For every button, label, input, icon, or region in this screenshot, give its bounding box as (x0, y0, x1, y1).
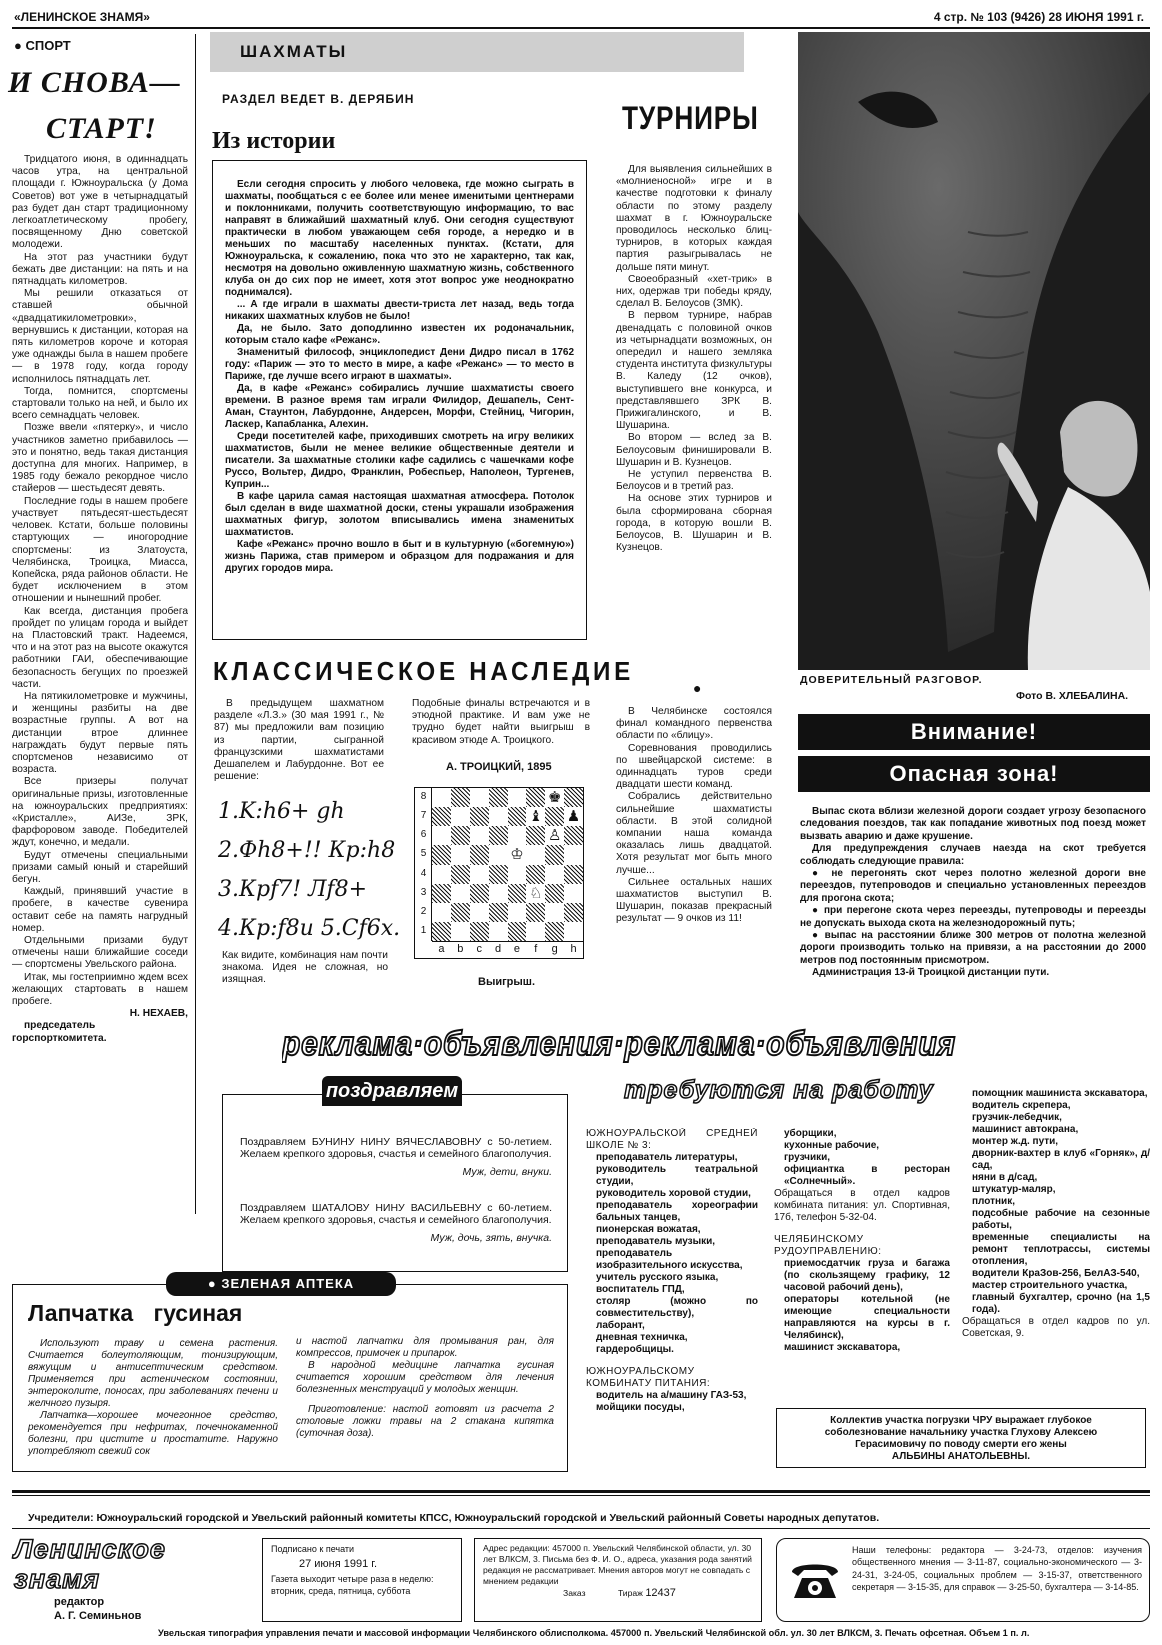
sport-paragraph: Будут отмечены специальными призами самый юный и старейший бегун. (12, 849, 188, 885)
pharmacy-paragraph: Приготовление: настой готовят из расчета 2 столовые ложки травы на 2 стакана кипятка (суточная доза). (296, 1404, 554, 1439)
board-square (470, 903, 489, 922)
jobs-column-1 (586, 1128, 758, 1418)
board-square (564, 884, 583, 903)
sport-paragraph: На пятикилометровке и мужчины, и женщины разбиты на две возрастные группы. А вот на дистанции втрое длиннее награждать будут первые пять спортсменов независимо от возраста. (12, 690, 188, 776)
board-square (470, 884, 489, 903)
job-listing (586, 1356, 758, 1366)
job-listing: учитель русского языка, (596, 1272, 719, 1283)
job-listing: монтер ж.д. пути, (972, 1136, 1059, 1147)
board-square (432, 845, 451, 864)
pharmacy-paragraph: Используют траву и семена растения. Считается болеутоляющим, тонизирующим, вяжущим и антисептическим средством. Применяется при астеническом состоянии, энтероколите, поносах, при заболеваниях печени и желчного пузыря. (28, 1338, 278, 1409)
board-square (432, 903, 451, 922)
board-square (508, 884, 527, 903)
founders: Учредители: Южноуральский городской и Увельский районный комитеты КПСС, Южноуральский городской и Увельский районный Советы народных депутатов. (28, 1512, 880, 1524)
board-square (545, 903, 564, 922)
study-intro: Подобные финалы встречаются и в этюдной практике. И вам уже не трудно будет найти выигрыш в красивом этюде А. Троицкого. (412, 698, 590, 746)
pharmacy-rubric: ● ЗЕЛЕНАЯ АПТЕКА (166, 1272, 396, 1296)
board-square (451, 865, 470, 884)
history-box (212, 160, 587, 640)
board-square (564, 845, 583, 864)
history-title: Из истории (212, 128, 336, 154)
signed-date: 27 июня 1991 г. (299, 1558, 378, 1570)
header-rule (12, 27, 1150, 29)
danger-rules-intro: Для предупреждения случаев наезда на скот требуется соблюдать следующие правила: (800, 843, 1146, 867)
study-author: А. ТРОИЦКИЙ, 1895 (446, 761, 552, 773)
bullet-icon: ● (207, 1276, 222, 1291)
pharmacy-paragraph: и настой лапчатки для промывания ран, для компрессов, примочек и припарок. (296, 1336, 554, 1359)
job-listing: подсобные рабочие на сезонные работы, (972, 1208, 1150, 1231)
board-rank-labels (415, 788, 432, 941)
chess-piece-icon: ♔ (508, 845, 527, 864)
board-square (451, 826, 470, 845)
board-grid (432, 788, 583, 941)
board-square (489, 807, 508, 826)
congrats-text: Поздравляем БУНИНУ НИНУ ВЯЧЕСЛАВОВНУ с 50-летием. Желаем крепкого здоровья, счастья и семейного благополучия. (240, 1136, 552, 1161)
order-label: Заказ (563, 1588, 586, 1598)
congrats-from: Муж, дочь, зять, внучка. (430, 1232, 552, 1245)
board-file-label: e (513, 943, 520, 955)
sport-paragraph: Позже ввели «пятерку», и число участников заметно прибавилось — это и понятно, ведь такая дистанция доступна для многих. Например, в 1985 году бежало рекордное число стайеров — шестьдесят девять. (12, 422, 188, 495)
board-square (564, 788, 583, 807)
job-listing: водитель на а/машину ГАЗ-53, (596, 1390, 747, 1401)
footer-rule-top-2 (12, 1495, 1150, 1496)
jobs-column-2 (774, 1128, 950, 1398)
history-paragraph: Если сегодня спросить у любого человека, где можно сыграть в шахматы, пообщаться с ее более или менее именитыми центнерами и поклонниками, получить соответствующую информацию, то вас направят в ближайший шахматный клуб. Они сегодня существуют практически в любом уважающем себя городе, а нередко и в меньших по масштабу населенных пунктах. (Кстати, для Южноуральска, к сожалению, пока что это не характерно, так как, несмотря на довольно оживленную шахматную жизнь, собственного клуба он до сих пор не имеет, хотя этот вопрос уже неоднократно поднимался). (225, 179, 574, 298)
danger-rule: ● не перегонять скот через полотно железной дороги вне переездов, путепроводов и специально установленных переездов для прогона скота; (800, 868, 1146, 904)
board-square (432, 826, 451, 845)
board-square (470, 845, 489, 864)
tournaments-title: ТУРНИРЫ (622, 100, 759, 136)
job-listing: пионерская вожатая, (596, 1224, 701, 1235)
job-listing: няни в д/сад, (972, 1172, 1038, 1183)
job-listing: временные специалисты на ремонт теплотрассы, системы отопления, (972, 1232, 1150, 1267)
board-square (545, 807, 564, 826)
board-square (432, 922, 451, 941)
job-listing: столяр (можно по совместительству), (596, 1296, 758, 1319)
job-listing: преподаватель литературы, (596, 1152, 738, 1163)
sport-paragraph: Тогда, помнится, спортсмены стартовали только на ней, и было их всего семнадцать человек. (12, 385, 188, 422)
print-run (483, 1588, 753, 1599)
congrats-text: Поздравляем ШАТАЛОВУ НИНУ ВАСИЛЬЕВНУ с 60-летием. Желаем крепкого здоровья, счастья и семейного благополучия. (240, 1202, 552, 1227)
pharmacy-column-1 (28, 1338, 278, 1458)
congrats-box (222, 1094, 568, 1272)
pharmacy-paragraph: В народной медицине лапчатка гусиная считается хорошим средством для лечения болезненных менструаций у молодых женщин. (296, 1360, 554, 1395)
issue-info: 4 стр. № 103 (9426) 28 ИЮНЯ 1991 г. (933, 10, 1144, 24)
board-file-label: f (534, 943, 538, 955)
board-file-label: a (438, 943, 445, 955)
signed-label: Подписано к печати (271, 1544, 355, 1554)
attention-banner: Внимание! (798, 714, 1150, 750)
sport-paragraph: Как всегда, дистанция пробега пройдет по улицам города и выйдет на Пластовский тракт. Надеемся, что и на этот раз на высоте окажутся работники ГАИ, обеспечивающие безопасность бегущих по проезжей части. (12, 605, 188, 690)
job-listing: ЮЖНОУРАЛЬСКОЙ СРЕДНЕЙ ШКОЛЕ № 3: (586, 1128, 758, 1151)
board-square (508, 807, 527, 826)
chess-piece-icon: ♙ (545, 826, 564, 845)
board-square (526, 845, 545, 864)
board-square (489, 826, 508, 845)
tournaments-paragraph: Для выявления сильнейших в «молниеносной» игре и в качестве подготовки к финалу области по этому разделу шахмат в г. Южноуральске проводилось несколько блиц-турниров, в которых каждая партия разыгрывалась не дольше пяти минут. (616, 164, 772, 273)
schedule: Газета выходит четыре раза в неделю: вторник, среда, пятница, суббота (271, 1574, 434, 1596)
board-square (432, 865, 451, 884)
condolence-box (776, 1408, 1146, 1468)
job-listing: машинист экскаватора, (784, 1342, 901, 1353)
chelyabinsk-paragraph: Собрались действительно сильнейшие шахматисты области. В этой солидной компании наша команда оказалась лишь двадцатой. Хотя результат мог быть много лучше... (616, 791, 772, 876)
danger-rule: ● выпас на расстоянии ближе 300 метров от полотна железной дороги производить только на привязи, а на расстоянии до 2000 метров под постоянным присмотром. (800, 930, 1146, 966)
board-square (470, 826, 489, 845)
job-listing (774, 1224, 950, 1234)
board-square (545, 845, 564, 864)
board-square (508, 788, 527, 807)
chess-banner: ШАХМАТЫ (210, 32, 744, 72)
danger-rule: ● при перегоне скота через переезды, путепроводы и переезды не допускать выхода скота на железнодорожный путь; (800, 905, 1146, 929)
job-listing: преподаватель хореографии бальных танцев, (596, 1200, 758, 1223)
board-square (451, 788, 470, 807)
board-rank-label: 3 (420, 886, 427, 898)
congrats-title: поздравляем (322, 1076, 462, 1106)
board-square (489, 788, 508, 807)
job-listing: водитель скрепера, (972, 1100, 1071, 1111)
job-listing: водители КраЗов-256, БелАЗ-540, (972, 1268, 1140, 1279)
congrats-entry (240, 1202, 552, 1245)
solution-moves (218, 792, 418, 948)
job-listing: грузчик-лебедчик, (972, 1112, 1062, 1123)
job-listing: преподаватель музыки, (596, 1236, 716, 1247)
photo-caption: ДОВЕРИТЕЛЬНЫЙ РАЗГОВОР. (800, 674, 983, 686)
chess-piece-icon: ♟ (564, 807, 583, 826)
job-listing: грузчики, (784, 1152, 831, 1163)
board-square (451, 922, 470, 941)
telephone-icon (788, 1556, 842, 1602)
chess-piece-icon: ♚ (545, 788, 564, 807)
tournaments-paragraph: Своеобразный «хет-трик» в них, одержав три победы кряду, сделал В. Белоусов (ЗМК). (616, 273, 772, 310)
job-listing: преподаватель изобразительного искусства, (596, 1248, 743, 1271)
tournaments-paragraph: В первом турнире, набрав двенадцать с половиной очков из четырнадцати возможных, он опередил и нашего земляка студента института физкультуры В. Каледу (12 очков), выступившего вне конкурса, и представлявшего ЗРК В. Прижигалинского, и В. Шушарина. (616, 310, 772, 432)
board-rank-label: 5 (420, 848, 427, 860)
board-square (451, 807, 470, 826)
tournaments-article (616, 164, 772, 652)
board-file-label: h (570, 943, 577, 955)
history-paragraph: Да, в кафе «Режанс» собирались лучшие шахматисты своего времени. В разное время там играли Филидор, Дешапель, Сент-Аман, Стаунтон, Лабурдонне, Андерсен, Морфи, Стейниц, Чигорин, Ласкер, Капабланка, Алехин. (225, 383, 574, 430)
board-square (545, 884, 564, 903)
chess-piece-icon: ♘ (526, 884, 545, 903)
job-listing: лаборант, (596, 1320, 645, 1331)
board-file-label: c (476, 943, 482, 955)
job-listing: официантка в ресторан «Солнечный». (784, 1164, 950, 1187)
board-square (564, 903, 583, 922)
job-listing: главный бухгалтер, срочно (на 1,5 года). (972, 1292, 1150, 1315)
job-listing: ЧЕЛЯБИНСКОМУ РУДОУПРАВЛЕНИЮ: (774, 1234, 882, 1257)
classic-paragraph: В предыдущем шахматном разделе «Л.З.» (30 мая 1991 г., № 87) мы предложили вам позицию из партии, сыгранной французскими шахматистами Дешапелем и Лабурдонне. Вот ее решение: (214, 698, 384, 783)
jobs-title: требуются на работу (624, 1076, 934, 1104)
study-caption: Выигрыш. (478, 976, 536, 988)
job-listing: ЮЖНОУРАЛЬСКОМУ КОМБИНАТУ ПИТАНИЯ: (586, 1366, 711, 1389)
board-square (470, 922, 489, 941)
board-square (470, 807, 489, 826)
board-square (432, 807, 451, 826)
job-listing: операторы котельной (не имеющие специальности направляются на курсы в г. Челябинск), (784, 1294, 950, 1341)
printer-info: Увельская типография управления печати и массовой информации Челябинского облисполкома. 457000 п. Увельский Челябинской обл. ул. 30 лет ВЛКСМ, 3. Печать офсетная. Объем 1 п. л. (158, 1628, 1030, 1638)
sport-rubric: ● СПОРТ (14, 38, 71, 53)
job-listing: кухонные рабочие, (784, 1140, 880, 1151)
sport-paragraph: Все призеры получат оригинальные призы, изготовленные на южноуральских предприятиях: «Кристалле», АИЗе, ЗРК, фарфоровом заводе. Победителей ждут, конечно, и медали. (12, 776, 188, 849)
board-square (508, 826, 527, 845)
board-square (470, 865, 489, 884)
sport-title-line1: И СНОВА— (8, 66, 181, 99)
condolence-name: АЛЬБИНЫ АНАТОЛЬЕВНЫ. (891, 1451, 1031, 1462)
signed-box (262, 1538, 462, 1622)
board-square (489, 884, 508, 903)
photo-credit: Фото В. ХЛЕБАЛИНА. (1016, 690, 1129, 702)
board-square (508, 865, 527, 884)
danger-signature: Администрация 13-й Троицкой дистанции пути. (812, 967, 1050, 979)
sport-paragraph: Последние годы в нашем пробеге участвует пятьдесят-шестьдесят человек. Кстати, больше половины стартующих — иногородние спортсмены: из Златоуста, Челябинска, Троицка, Миасса, Копейска, ряда районов области. Не будет исключением в этом отношении и нынешний пробег. (12, 495, 188, 605)
sport-author: Н. НЕХАЕВ, (129, 1008, 188, 1020)
board-rank-label: 2 (420, 905, 427, 917)
elephant-girl-picture (798, 32, 1150, 670)
board-square (526, 922, 545, 941)
history-paragraph: Среди посетителей кафе, приходивших смотреть на игру великих шахматистов, были не менее великие общественные деятели и писатели. За шахматные столики кафе садились с чашечками кофе Руссо, Вольтер, Дидро, Франклин, Робеспьер, Наполеон, Тургенев, Куприн... (225, 431, 574, 490)
board-rank-label: 1 (420, 924, 427, 936)
job-listing: дневная техничка, (596, 1332, 688, 1343)
board-square (432, 884, 451, 903)
board-rank-label: 7 (420, 810, 427, 822)
danger-intro: Выпас скота вблизи железной дороги создает угрозу безопасного следования поездов, так как попадание животных под поезд может вызвать аварию и даже крушение. (800, 806, 1146, 842)
condolence-text: Коллектив участка погрузки ЧРУ выражает глубокое соболезнование начальнику участка Глухову Алексею Герасимовичу по поводу смерти его жены (824, 1415, 1098, 1450)
board-square (526, 788, 545, 807)
footer-rule-top (12, 1490, 1150, 1493)
ads-banner: реклама·объявления·реклама·объявления (282, 1025, 957, 1063)
chelyabinsk-article (616, 706, 772, 926)
history-paragraph: Да, не было. Зато доподлинно известен их родоначальник, которым стало кафе «Режанс». (225, 323, 574, 346)
board-square (470, 788, 489, 807)
board-square (489, 845, 508, 864)
congrats-entry (240, 1136, 552, 1179)
board-square (526, 903, 545, 922)
job-listing: дворник-вахтер в клуб «Горняк», д/сад, (972, 1148, 1150, 1171)
job-listing: плотник, (972, 1196, 1015, 1207)
congrats-from: Муж, дети, внуки. (462, 1166, 552, 1179)
job-listing: Обращаться в отдел кадров по ул. Советская, 9. (962, 1316, 1150, 1339)
solution-move: 4.Кр:f8и 5.Сf6х. (218, 916, 401, 941)
sport-paragraph: Тридцатого июня, в одиннадцать часов утра, на центральной площади г. Южноуральска (у Дома Советов) вот уже в четырнадцатый раз будет дан старт традиционному легкоатлетическому пробегу, посвященному Дню советской молодежи. (12, 154, 188, 251)
board-square (489, 865, 508, 884)
danger-text (800, 806, 1146, 980)
column-divider (195, 34, 196, 1214)
solution-move: 1.K:h6+ gh (218, 799, 345, 824)
job-listing: приемосдатчик груза и багажа (по скользящему графику, 12 часовой рабочий день), (784, 1258, 950, 1293)
board-square (432, 788, 451, 807)
footer-rule-mid (12, 1528, 1150, 1529)
solution-move: 3.Крf7! Лf8+ (218, 877, 368, 902)
board-square (545, 922, 564, 941)
solution-move: 2.Фh8+!! Кр:h8 (218, 838, 396, 863)
job-listing: уборщики, (784, 1128, 837, 1139)
bullet-icon: ● (812, 905, 824, 917)
classic-text (214, 698, 384, 783)
sport-title-line2: СТАРТ! (46, 112, 157, 145)
chelyabinsk-paragraph: Соревнования проводились по швейцарской системе: в одиннадцать туров среди двадцати шести команд. (616, 742, 772, 791)
board-file-labels (432, 941, 583, 958)
job-listing: помощник машиниста экскаватора, (972, 1088, 1148, 1099)
board-file-label: g (551, 943, 558, 955)
history-paragraph: Знаменитый философ, энциклопедист Дени Дидро писал в 1762 году: «Париж — это то место в мире, а кафе «Режанс» — то место в Париже, где лучше всего играют в шахматы». (225, 347, 574, 382)
chess-board (414, 787, 584, 959)
address-box (474, 1538, 762, 1622)
jobs-column-3 (962, 1088, 1150, 1408)
job-listing: гардеробщицы. (596, 1344, 674, 1355)
sport-paragraph: Каждый, принявший участие в пробеге, в качестве сувенира оставит себе на память нагрудный номер. (12, 886, 188, 934)
board-square (508, 903, 527, 922)
job-listing: штукатур-маляр, (972, 1184, 1056, 1195)
pharmacy-title: Лапчатка гусиная (28, 1300, 243, 1326)
sport-author-role: председатель горспорткомитета. (12, 1020, 107, 1044)
job-listing: мастер строительного участка, (972, 1280, 1128, 1291)
board-square (526, 865, 545, 884)
classic-title: КЛАССИЧЕСКОЕ НАСЛЕДИЕ (213, 656, 635, 686)
bullet-icon: ● (812, 930, 825, 942)
history-paragraph: В кафе царила самая настоящая шахматная атмосфера. Потолок был сделан в виде шахматной доски, стены украшали изображения шахматных фигур, золотом вписывались имена знаменитых шахматистов. (225, 491, 574, 538)
board-square (545, 865, 564, 884)
sport-paragraph: На этот раз участники будут бежать две дистанции: на пять и на пятнадцать километров. (12, 251, 188, 288)
history-paragraph: Кафе «Режанс» прочно вошло в быт и в культурную («богемную») жизнь Парижа, став примером и образцом для подражания и для других городов мира. (225, 539, 574, 574)
editor-name: А. Г. Семиньнов (54, 1610, 142, 1622)
bullet-icon: ● (812, 868, 832, 880)
bullet-icon: ● (14, 38, 26, 53)
chess-piece-icon: ♝ (526, 807, 545, 826)
board-square (564, 865, 583, 884)
sport-paragraph: Отдельными призами будут отмечены наши ближайшие соседи — спортсмены Увельского района. (12, 935, 188, 971)
pharmacy-column-2 (296, 1336, 554, 1440)
editorial-address: Адрес редакции: 457000 п. Увельский Челябинской области, ул. 30 лет ВЛКСМ, 3. Письма без Ф. И. О., адреса, указания рода занятий редакция не рассматривает. Мнения авторов могут не совпадать с мнением редакции (483, 1543, 752, 1586)
job-listing: мойщики посуды, (596, 1402, 685, 1413)
board-file-label: d (495, 943, 502, 955)
board-square (451, 903, 470, 922)
sport-paragraph: Мы решили отказаться от ставшей обычной «двадцатикилометровки», вернувшись к дистанции, которая на пять километров короче и которая уже однажды была в нашем пробеге — в 1978 году, когда городу исполнилось пятнадцать лет. (12, 288, 188, 385)
tournaments-paragraph: Не уступил первенства В. Белоусов и в третий раз. (616, 469, 772, 493)
paper-name: «ЛЕНИНСКОЕ ЗНАМЯ» (14, 10, 150, 24)
board-square (451, 884, 470, 903)
sport-article (12, 154, 188, 1212)
job-listing: Обращаться в отдел кадров комбината питания: ул. Спортивная, 17б, телефон 5-32-04. (774, 1188, 950, 1223)
job-listing: воспитатель ГПД, (596, 1284, 685, 1295)
footer-logo: Ленинское знамя (14, 1534, 166, 1594)
circulation-value: 12437 (645, 1587, 676, 1599)
editor-label: редактор (54, 1596, 105, 1608)
job-listing: руководитель хоровой студии, (596, 1188, 751, 1199)
chess-editor: РАЗДЕЛ ВЕДЕТ В. ДЕРЯБИН (222, 92, 415, 106)
board-rank-label: 4 (420, 867, 427, 879)
job-listing: руководитель театральной студии, (596, 1164, 758, 1187)
board-square (508, 922, 527, 941)
circulation-label: Тираж (617, 1588, 643, 1598)
chelyabinsk-paragraph: Сильнее остальных наших шахматистов выступил В. Шушарин, показав прекрасный результат — 9 очков из 11! (616, 876, 772, 925)
board-file-label: b (457, 943, 464, 955)
phones: Наши телефоны: редактора — 3-24-73, отделов: изучения общественного мнения — 3-11-87, социально-экономического — 3-24-31, 3-24-05, социальных проблем — 3-15-37, ответственного секретаря — 3-15-35, для справок — 3-25-50, бухгалтера — 3-14-85. (852, 1545, 1142, 1593)
board-square (489, 903, 508, 922)
board-square (526, 826, 545, 845)
tournaments-paragraph: Во втором — вслед за В. Белоусовым финишировали В. Шушарин и В. Кузнецов. (616, 432, 772, 468)
pharmacy-paragraph: Лапчатка—хорошее мочегонное средство, рекомендуется при нефритах, почечнокаменной болезни, при цистите и простатите. Наружно употребляют свежий сок (28, 1410, 278, 1457)
classic-after: Как видите, комбинация нам почти знакома. Идея не сложная, но изящная. (222, 950, 388, 986)
job-listing: машинист автокрана, (972, 1124, 1079, 1135)
dot-icon: ● (693, 680, 702, 696)
board-square (451, 845, 470, 864)
chelyabinsk-paragraph: В Челябинске состоялся финал командного первенства области по «блицу». (616, 706, 772, 742)
board-square (489, 922, 508, 941)
board-rank-label: 6 (420, 829, 427, 841)
board-square (564, 826, 583, 845)
board-square (564, 922, 583, 941)
history-paragraph: ... А где играли в шахматы двести-триста лет назад, ведь тогда никаких шахматных клубов не было! (225, 299, 574, 322)
elephant-photo (798, 32, 1150, 670)
danger-zone-banner: Опасная зона! (798, 756, 1150, 792)
board-rank-label: 8 (420, 791, 427, 802)
sport-paragraph: Итак, мы гостеприимно ждем всех желающих стартовать в нашем пробеге. (12, 971, 188, 1008)
tournaments-paragraph: На основе этих турниров и была сформирована сборная города, в которую вошли В. Белоусов, В. Шушарин и В. Кузнецов. (616, 493, 772, 554)
